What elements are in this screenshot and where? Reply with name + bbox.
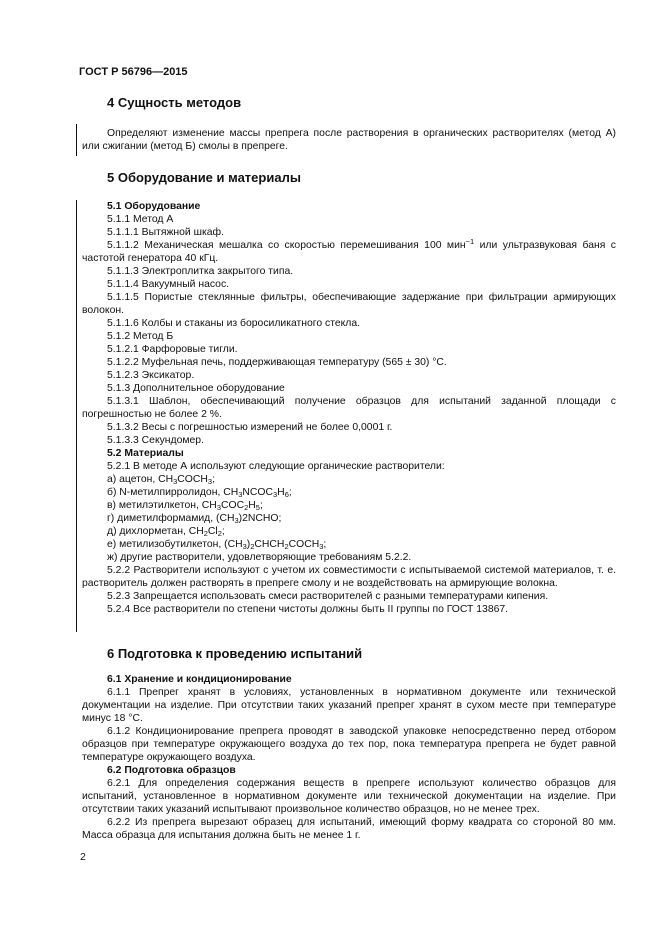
solvent-item: б) N-метилпирролидон, $CH_3NCOC_3H_6$; <box>107 487 292 499</box>
paragraph: 5.1.3.1 Шаблон, обеспечивающий получение образцов для испытаний заданной площади с погрешностью не более 2 %. <box>82 396 616 420</box>
paragraph: Определяют изменение массы препрега после растворения в органических растворителях (метод А) или сжигании (метод Б) смолы в препреге. <box>82 128 616 152</box>
section-5-title: 5 Оборудование и материалы <box>107 170 301 185</box>
paragraph: 5.2.3 Запрещается использовать смеси растворителей с разными температурами кипения. <box>107 591 549 602</box>
section-6-title: 6 Подготовка к проведению испытаний <box>107 646 363 661</box>
paragraph: 5.1.1.5 Пористые стеклянные фильтры, обеспечивающие задержание при фильтрации армирующих волокон. <box>82 292 616 316</box>
solvent-item: ж) другие растворители, удовлетворяющие требованиям 5.2.2. <box>107 552 412 563</box>
document-header: ГОСТ Р 56796—2015 <box>79 66 188 78</box>
paragraph: 5.1.1.2 Механическая мешалка со скоростью перемешивания 100 мин$^{-1}$ или ультразвуковая баня с частотой генератора 40 кГц. <box>82 237 616 264</box>
paragraph: 5.1.1.3 Электроплитка закрытого типа. <box>107 266 294 277</box>
paragraph: 5.1.2.2 Муфельная печь, поддерживающая температуру (565 ± 30) °С. <box>107 357 447 368</box>
change-bar <box>76 200 77 632</box>
solvent-item: е) метилизобутилкетон, $(CH_3)_2CHCH_2COCH_3$; <box>107 539 327 551</box>
solvent-item: г) диметилформамид, $(CH_3)2NCHO$; <box>107 513 282 525</box>
paragraph: 6.1.2 Кондиционирование препрега проводят в заводской упаковке непосредственно перед отбором образцов при температуре окружающего воздуха до тех пор, пока температура препрега не будет равной температуре окружающего воздуха. <box>82 726 616 763</box>
page-number: 2 <box>80 851 86 863</box>
paragraph: 6.1.1 Препрег хранят в условиях, установленных в нормативном документе или технической документации на изделие. При отсутствии таких указаний препрег хранят в сухом месте при температуре минус 18 °С. <box>82 687 616 724</box>
change-bar <box>76 124 77 156</box>
paragraph: 5.1.2.1 Фарфоровые тигли. <box>107 344 238 355</box>
subsection-heading: 6.2 Подготовка образцов <box>107 765 236 776</box>
paragraph: 5.1.3 Дополнительное оборудование <box>107 383 285 394</box>
paragraph: 5.1.1.1 Вытяжной шкаф. <box>107 227 224 238</box>
paragraph: 5.1.2 Метод Б <box>107 331 174 342</box>
solvent-item: в) метилэтилкетон, $CH_3COC_2H_5$; <box>107 500 263 512</box>
paragraph: 5.1.1 Метод А <box>107 214 174 225</box>
section-5-body <box>82 200 616 616</box>
subsection-heading: 5.1 Оборудование <box>107 201 201 212</box>
section-6-body <box>82 673 616 842</box>
subsection-heading: 6.1 Хранение и кондиционирование <box>107 674 292 685</box>
section-4-title: 4 Сущность методов <box>107 95 242 110</box>
subsection-heading: 5.2 Материалы <box>107 448 184 459</box>
paragraph: 6.2.1 Для определения содержания веществ в препреге используют количество образцов для испытаний, установленное в нормативном документе или технической документации на изделие. При отсутствии таких указаний испытывают произвольное количество образцов, но не менее трех. <box>82 778 616 815</box>
solvent-item: д) дихлорметан, $CH_2Cl_2$; <box>107 526 225 538</box>
paragraph: 5.2.4 Все растворители по степени чистоты должны быть II группы по ГОСТ 13867. <box>107 604 509 615</box>
paragraph: 5.1.1.4 Вакуумный насос. <box>107 279 230 290</box>
paragraph: 5.1.3.2 Весы с погрешностью измерений не более 0,0001 г. <box>107 422 393 433</box>
paragraph: 5.1.1.6 Колбы и стаканы из боросиликатного стекла. <box>107 318 361 329</box>
paragraph: 5.1.3.3 Секундомер. <box>107 435 204 446</box>
paragraph: 6.2.2 Из препрега вырезают образец для испытаний, имеющий форму квадрата со стороной 80 мм. Масса образца для испытания должна быть не менее 1 г. <box>82 817 616 841</box>
solvent-item: а) ацетон, $CH_3COCH_3$; <box>107 474 215 486</box>
paragraph: 5.1.2.3 Эксикатор. <box>107 370 195 381</box>
paragraph: 5.2.2 Растворители используют с учетом их совместимости с испытываемой системой материалов, т. е. растворитель должен растворять в препреге смолу и не воздействовать на армирующие волокна. <box>82 565 616 589</box>
section-4-body <box>82 127 616 153</box>
paragraph: 5.2.1 В методе А используют следующие органические растворители: <box>107 461 445 472</box>
